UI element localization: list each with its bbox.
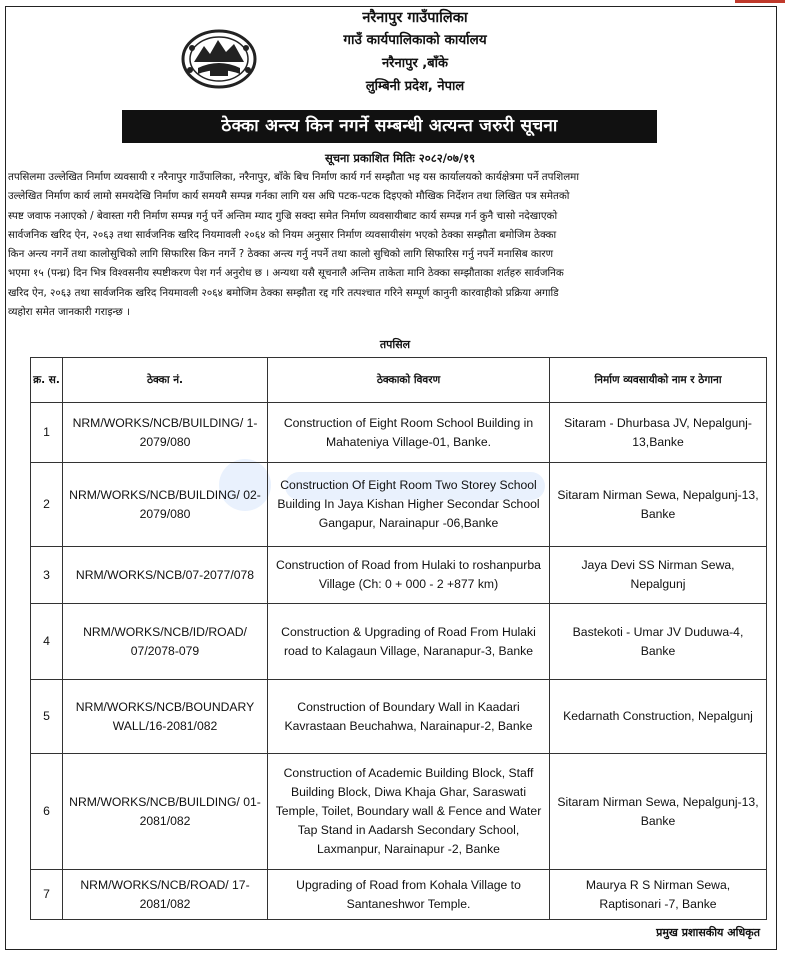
paragraph-line: स्पष्ट जवाफ नआएको / बेवास्ता गरी निर्माण सम्पन्न गर्नु पर्ने अन्तिम म्याद गुज्रि सक्दा समेत निर्माण व्यवसायीबाट कार्य सम्पन्न गर्न कुनै चासो नदेखाएको xyxy=(8,209,558,222)
signature-title: प्रमुख प्रशासकीय अधिकृत xyxy=(656,926,760,939)
header-contractor: निर्माण व्यवसायीको नाम र ठेगाना xyxy=(550,358,767,403)
cell-contract-no: NRM/WORKS/NCB/07-2077/078 xyxy=(63,547,268,604)
cell-contractor: Sitaram - Dhurbasa JV, Nepalgunj-13,Banke xyxy=(550,403,767,463)
top-accent-bar xyxy=(735,0,785,3)
cell-description: Construction of Boundary Wall in Kaadari Kavrastaan Beuchahwa, Narainapur-2, Banke xyxy=(268,680,550,754)
paragraph-line: व्यहोरा समेत जानकारी गराइन्छ । xyxy=(8,306,130,319)
header-contract-no: ठेक्का नं. xyxy=(63,358,268,403)
office-name: गाउँ कार्यपालिकाको कार्यालय xyxy=(343,32,487,48)
paragraph-line: सार्वजनिक खरिद ऐन, २०६३ तथा सार्वजनिक खरिद नियमावली २०६४ को नियम अनुसार निर्माण व्यवसायीसंग भएको ठेक्का सम्झौता बमोजिम ठेक्का xyxy=(8,228,557,241)
table-row xyxy=(31,604,767,680)
cell-contractor: Bastekoti - Umar JV Duduwa-4, Banke xyxy=(550,604,767,680)
office-location: नरैनापुर ,बाँके xyxy=(381,56,449,71)
table-row xyxy=(31,754,767,870)
province-name: लुम्बिनी प्रदेश, नेपाल xyxy=(365,79,465,94)
cell-description: Construction of Academic Building Block, Staff Building Block, Diwa Khaja Ghar, Saraswati Temple, Toilet, Boundary wall & Fence and Water Tap Stand in Aadarsh Secondary School, Laxmanpur, Narainapur -2, Banke xyxy=(268,754,550,870)
header-description: ठेक्काको विवरण xyxy=(268,358,550,403)
table-row xyxy=(31,403,767,463)
published-date: सूचना प्रकाशित मितिः २०८२/०७/१९ xyxy=(324,151,476,165)
cell-serial: 4 xyxy=(31,604,63,680)
cell-description: Construction Of Eight Room Two Storey School Building In Jaya Kishan Higher Secondar School Gangapur, Narainapur -06,Banke xyxy=(268,463,550,547)
cell-serial: 1 xyxy=(31,403,63,463)
paragraph-line: किन अन्त्य नगर्ने तथा कालोसुचिको लागि सिफारिस किन नगर्ने ? ठेक्का अन्त्य गर्नु नपर्ने तथा कालो सुचिको लागि सिफारिस गर्नु नपर्ने मनासिब कारण xyxy=(8,248,554,261)
cell-contract-no: NRM/WORKS/NCB/ROAD/ 17-2081/082 xyxy=(63,870,268,920)
cell-description: Construction of Road from Hulaki to roshanpurba Village (Ch: 0 + 000 - 2 +877 km) xyxy=(268,547,550,604)
municipality-name: नरैनापुर गाउँपालिका xyxy=(362,10,468,26)
table-row xyxy=(31,463,767,547)
table-row xyxy=(31,547,767,604)
cell-description: Construction & Upgrading of Road From Hulaki road to Kalagaun Village, Naranapur-3, Banke xyxy=(268,604,550,680)
notice-title: ठेक्का अन्त्य किन नगर्ने सम्बन्धी अत्यन्त जरुरी सूचना xyxy=(122,110,657,143)
cell-contractor: Sitaram Nirman Sewa, Nepalgunj-13, Banke xyxy=(550,754,767,870)
nepal-emblem-icon xyxy=(180,28,258,90)
cell-contractor: Kedarnath Construction, Nepalgunj xyxy=(550,680,767,754)
header-serial: क्र. स. xyxy=(31,358,63,403)
annex-title: तपसिल xyxy=(379,338,411,351)
table-header-row xyxy=(31,358,767,403)
cell-serial: 7 xyxy=(31,870,63,920)
cell-contractor: Sitaram Nirman Sewa, Nepalgunj-13, Banke xyxy=(550,463,767,547)
table-row xyxy=(31,870,767,920)
contracts-table xyxy=(30,357,767,920)
cell-contract-no: NRM/WORKS/NCB/ID/ROAD/ 07/2078-079 xyxy=(63,604,268,680)
cell-contract-no: NRM/WORKS/NCB/BUILDING/ 02-2079/080 xyxy=(63,463,268,547)
paragraph-line: खरिद ऐन, २०६३ तथा सार्वजनिक खरिद नियमावली २०६४ बमोजिम ठेक्का सम्झौता रद्द गरि तत्पश्चात गरिने सम्पूर्ण कानुनी कारवाहीको प्रक्रिया अगाडि xyxy=(8,286,559,299)
cell-contract-no: NRM/WORKS/NCB/BUILDING/ 1-2079/080 xyxy=(63,403,268,463)
notice-paragraph xyxy=(8,168,766,322)
cell-serial: 2 xyxy=(31,463,63,547)
paragraph-line: तपसिलमा उल्लेखित निर्माण व्यवसायी र नरैनापुर गाउँपालिका, नरैनापुर, बाँके बिच निर्माण कार्य गर्न सम्झौता भइ यस कार्यालयको कार्यक्षेत्रमा पर्ने तपशिलमा xyxy=(8,171,580,183)
cell-contractor: Maurya R S Nirman Sewa, Raptisonari -7, Banke xyxy=(550,870,767,920)
cell-contract-no: NRM/WORKS/NCB/BOUNDARY WALL/16-2081/082 xyxy=(63,680,268,754)
cell-description: Construction of Eight Room School Building in Mahateniya Village-01, Banke. xyxy=(268,403,550,463)
table-row xyxy=(31,680,767,754)
cell-contract-no: NRM/WORKS/NCB/BUILDING/ 01-2081/082 xyxy=(63,754,268,870)
cell-serial: 6 xyxy=(31,754,63,870)
paragraph-line: उल्लेखित निर्माण कार्य लामो समयदेखि निर्माण कार्य समयमै सम्पन्न गर्नका लागि यस अघि पटक-पटक दिइएको मौखिक निर्देशन तथा लिखित पत्र समेतको xyxy=(8,190,570,203)
cell-serial: 5 xyxy=(31,680,63,754)
cell-description: Upgrading of Road from Kohala Village to Santaneshwor Temple. xyxy=(268,870,550,920)
cell-contractor: Jaya Devi SS Nirman Sewa, Nepalgunj xyxy=(550,547,767,604)
cell-serial: 3 xyxy=(31,547,63,604)
paragraph-line: भएमा १५ (पन्ध्र) दिन भित्र विश्वसनीय स्पष्टीकरण पेश गर्न अनुरोध छ । अन्यथा यसै सूचनालै अन्तिम ताकेता मानि ठेक्का सम्झौताका शर्तहरु सार्वजनिक xyxy=(8,267,564,280)
